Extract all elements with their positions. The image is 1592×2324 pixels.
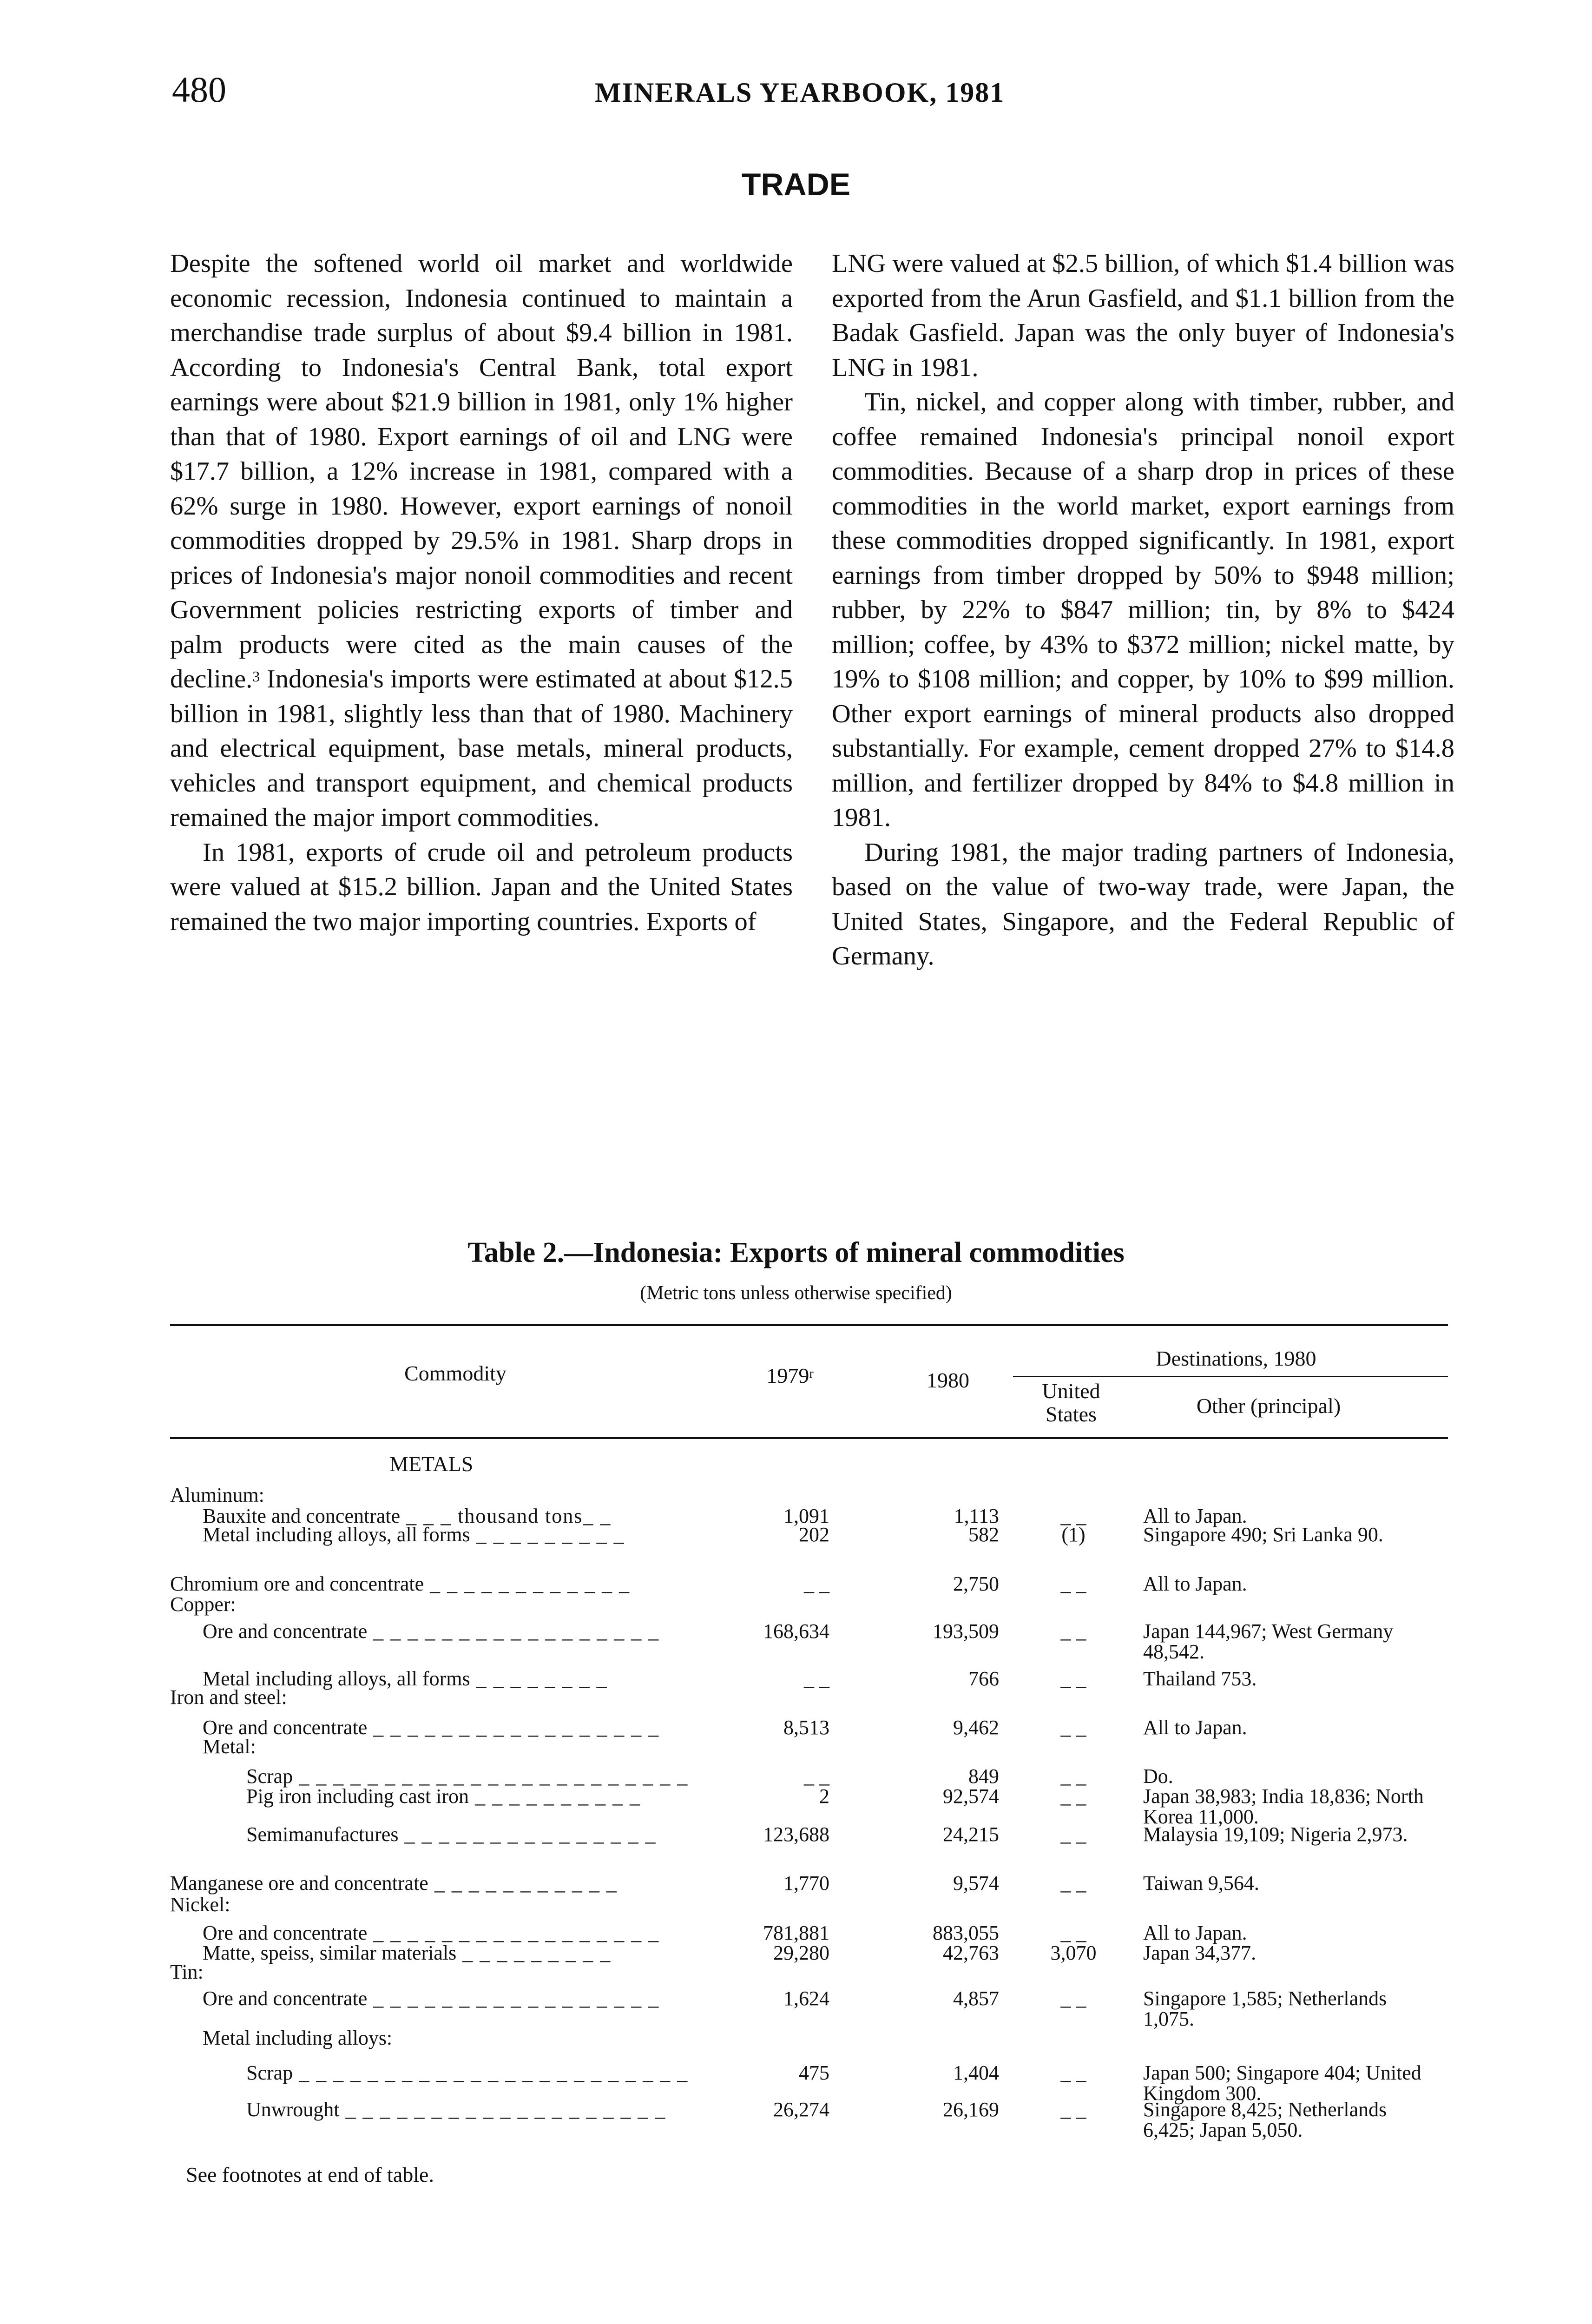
header-other: Other (principal) — [1196, 1394, 1341, 1418]
row-commodity: Pig iron including cast iron _ _ _ _ _ _ _ _ _ _ — [246, 1785, 641, 1808]
row-commodity: Aluminum: — [170, 1484, 264, 1506]
cell-united-states: _ _ — [1060, 1505, 1086, 1527]
table-header-rule — [170, 1437, 1448, 1439]
cell-1979: 1,091 — [783, 1505, 829, 1527]
cell-united-states: _ _ — [1060, 1872, 1086, 1895]
cell-1979: _ _ — [804, 1667, 829, 1690]
cell-1979: _ _ — [804, 1572, 829, 1595]
cell-other-destinations: Malaysia 19,109; Nigeria 2,973. — [1143, 1823, 1408, 1846]
cell-1979: 26,274 — [773, 2098, 829, 2121]
cell-other-destinations: Japan 500; Singapore 404; United Kingdom 300. — [1143, 2061, 1421, 2105]
cell-other-destinations: Thailand 753. — [1143, 1667, 1257, 1690]
cell-1979: 202 — [799, 1523, 829, 1546]
row-commodity: Metal including alloys, all forms _ _ _ _ _ _ _ _ — [203, 1667, 608, 1690]
body-paragraph: Despite the softened world oil market and worldwide economic recession, Indonesia continued to maintain a merchandise trade surplus of about $9.4 billion in 1981. According to Indonesia's Central Bank, total export earnings were about $21.9 billion in 1981, only 1% higher than that of 1980. Export earnings of oil and LNG were $17.7 billion, a 12% increase in 1981, compared with a 62% surge in 1980. However, export earnings of nonoil commodities dropped by 29.5% in 1981. Sharp drops in prices of Indonesia's major nonoil commodities and recent Government policies restricting exports of timber and palm products were cited as the main causes of the decline.$^3$ Indonesia's imports were estimated at about $12.5 billion in 1981, slightly less than that of 1980. Machinery and electrical equipment, base metals, mineral products, vehicles and transport equipment, and chemical products remained the major import commodities. — [170, 249, 793, 832]
cell-united-states: _ _ — [1060, 1620, 1086, 1643]
cell-1980: 1,113 — [954, 1505, 999, 1527]
cell-1980: 193,509 — [933, 1620, 999, 1643]
cell-1979: 168,634 — [763, 1620, 829, 1643]
cell-united-states: _ _ — [1060, 1823, 1086, 1846]
dot-leader: _ _ _ _ _ _ _ _ _ _ _ _ _ _ _ _ _ _ _ _ _ _ _ — [293, 1765, 689, 1788]
cell-1980: 4,857 — [953, 1987, 999, 2010]
row-commodity: Tin: — [170, 1961, 204, 1983]
body-paragraph: During 1981, the major trading partners of Indonesia, based on the value of two-way trade, were Japan, the United States, Singapore, and the Federal Republic of Germany. — [832, 838, 1454, 971]
dot-leader: _ _ _ _ _ _ _ _ _ _ — [469, 1785, 641, 1808]
cell-1979: 2 — [819, 1785, 829, 1808]
cell-1979: 8,513 — [783, 1716, 829, 1739]
row-commodity: Ore and concentrate _ _ _ _ _ _ _ _ _ _ _ _ _ _ _ _ _ — [203, 1987, 660, 2010]
table-footnote: See footnotes at end of table. — [186, 2163, 434, 2186]
row-commodity: Metal including alloys: — [203, 2027, 393, 2049]
cell-other-destinations: All to Japan. — [1143, 1716, 1247, 1739]
row-commodity: Scrap _ _ _ _ _ _ _ _ _ _ _ _ _ _ _ _ _ _ _ _ _ _ _ — [246, 2061, 689, 2084]
cell-1979: 1,770 — [783, 1872, 829, 1895]
running-head: MINERALS YEARBOOK, 1981 — [595, 77, 1005, 108]
body-column-left — [170, 246, 793, 939]
cell-other-destinations: Japan 144,967; West Germany 48,542. — [1143, 1620, 1394, 1663]
cell-other-destinations: Japan 38,983; India 18,836; North Korea 11,000. — [1143, 1785, 1424, 1828]
dot-leader: _ _ _ _ _ _ _ _ _ _ _ _ _ _ _ _ _ — [367, 1716, 660, 1739]
row-commodity: Manganese ore and concentrate _ _ _ _ _ _ _ _ _ _ _ — [170, 1872, 618, 1895]
dot-leader: _ _ _ _ _ _ _ _ _ — [470, 1523, 625, 1546]
cell-1979: 1,624 — [783, 1987, 829, 2010]
row-commodity: Metal including alloys, all forms _ _ _ _ _ _ _ _ _ — [203, 1523, 625, 1546]
cell-1979: 123,688 — [763, 1823, 829, 1846]
destinations-rule — [1013, 1376, 1448, 1377]
cell-1979: 475 — [799, 2061, 829, 2084]
cell-united-states: _ _ — [1060, 1785, 1086, 1808]
dot-leader: _ _ _ _ _ _ _ _ _ _ _ _ — [424, 1572, 631, 1595]
cell-other-destinations: All to Japan. — [1143, 1572, 1247, 1595]
row-commodity: Metal: — [203, 1735, 256, 1758]
body-paragraph: In 1981, exports of crude oil and petroleum products were valued at $15.2 billion. Japan and the United States remained the two major importing countries. Exports of — [170, 838, 793, 936]
cell-1980: 849 — [968, 1765, 999, 1788]
header-1979: 1979$^r$ — [766, 1364, 814, 1387]
row-commodity: Copper: — [170, 1593, 236, 1616]
row-commodity: Matte, speiss, similar materials _ _ _ _ _ _ _ _ _ — [203, 1941, 612, 1964]
cell-united-states: _ _ — [1060, 1716, 1086, 1739]
dot-leader: _ _ _ _ _ _ _ _ _ — [456, 1941, 612, 1964]
cell-1979: _ _ — [804, 1765, 829, 1788]
row-commodity: Chromium ore and concentrate _ _ _ _ _ _ _ _ _ _ _ _ — [170, 1572, 631, 1595]
cell-united-states: _ _ — [1060, 1765, 1086, 1788]
header-commodity: Commodity — [404, 1361, 507, 1385]
row-commodity: Nickel: — [170, 1893, 230, 1916]
dot-leader: _ _ _ _ _ _ _ _ _ _ _ _ _ _ _ _ _ _ _ _ _ _ _ — [293, 2061, 689, 2084]
cell-united-states: _ _ — [1060, 2061, 1086, 2084]
row-commodity: Ore and concentrate _ _ _ _ _ _ _ _ _ _ _ _ _ _ _ _ _ — [203, 1620, 660, 1643]
table-subtitle: (Metric tons unless otherwise specified) — [640, 1282, 952, 1304]
table-top-rule — [170, 1324, 1448, 1326]
header-1980: 1980 — [927, 1368, 969, 1392]
body-column-right — [832, 246, 1454, 974]
cell-other-destinations: Japan 34,377. — [1143, 1941, 1256, 1964]
cell-united-states: _ _ — [1060, 1667, 1086, 1690]
row-commodity: Semimanufactures _ _ _ _ _ _ _ _ _ _ _ _ _ _ _ — [246, 1823, 657, 1846]
cell-other-destinations: Taiwan 9,564. — [1143, 1872, 1259, 1895]
cell-1980: 42,763 — [943, 1941, 999, 1964]
header-destinations: Destinations, 1980 — [1156, 1347, 1316, 1370]
cell-united-states: _ _ — [1060, 1987, 1086, 2010]
cell-1980: 2,750 — [953, 1572, 999, 1595]
row-commodity: Unwrought _ _ _ _ _ _ _ _ _ _ _ _ _ _ _ _ _ _ _ — [246, 2098, 666, 2121]
dot-leader: _ _ _ _ _ _ _ _ _ _ _ _ _ _ _ _ _ — [367, 1921, 660, 1944]
cell-other-destinations: Do. — [1143, 1765, 1173, 1788]
cell-1980: 9,462 — [953, 1716, 999, 1739]
row-commodity: Bauxite and concentrate _ _ _ thousand tons_ _ — [203, 1505, 612, 1527]
cell-1980: 9,574 — [953, 1872, 999, 1895]
cell-1980: 582 — [968, 1523, 999, 1546]
row-commodity: Iron and steel: — [170, 1686, 287, 1709]
cell-other-destinations: Singapore 490; Sri Lanka 90. — [1143, 1523, 1383, 1546]
cell-1980: 92,574 — [943, 1785, 999, 1808]
header-united-states: United States — [1042, 1379, 1100, 1426]
dot-leader: _ _ _ _ _ _ _ _ _ _ _ _ _ _ _ _ _ — [367, 1620, 660, 1643]
cell-united-states: _ _ — [1060, 2098, 1086, 2121]
cell-united-states: 3,070 — [1050, 1941, 1097, 1964]
cell-united-states: (1) — [1061, 1523, 1085, 1546]
cell-1979: 781,881 — [763, 1921, 829, 1944]
cell-other-destinations: All to Japan. — [1143, 1921, 1247, 1944]
cell-other-destinations: All to Japan. — [1143, 1505, 1247, 1527]
dot-leader: _ _ _ _ _ _ _ _ _ _ _ — [428, 1872, 618, 1895]
dot-leader: _ _ _ thousand tons_ _ — [400, 1505, 612, 1527]
cell-1979: 29,280 — [773, 1941, 829, 1964]
page-number: 480 — [172, 69, 226, 110]
dot-leader: _ _ _ _ _ _ _ _ _ _ _ _ _ _ _ _ _ _ _ — [339, 2098, 666, 2121]
cell-united-states: _ _ — [1060, 1572, 1086, 1595]
row-commodity: Ore and concentrate _ _ _ _ _ _ _ _ _ _ _ _ _ _ _ _ _ — [203, 1921, 660, 1944]
cell-other-destinations: Singapore 8,425; Netherlands 6,425; Japan 5,050. — [1143, 2098, 1387, 2141]
cell-1980: 24,215 — [943, 1823, 999, 1846]
cell-1980: 26,169 — [943, 2098, 999, 2121]
group-label-metals: METALS — [389, 1452, 474, 1476]
body-paragraph: LNG were valued at $2.5 billion, of which $1.4 billion was exported from the Arun Gasfield, and $1.1 billion from the Badak Gasfield. Japan was the only buyer of Indonesia's LNG in 1981. — [832, 249, 1454, 382]
footnote-ref: 3 — [252, 668, 260, 685]
cell-1980: 883,055 — [933, 1921, 999, 1944]
cell-united-states: _ _ — [1060, 1921, 1086, 1944]
row-commodity: Scrap _ _ _ _ _ _ _ _ _ _ _ _ _ _ _ _ _ _ _ _ _ _ _ — [246, 1765, 689, 1788]
body-paragraph: Tin, nickel, and copper along with timber, rubber, and coffee remained Indonesia's principal nonoil export commodities. Because of a sharp drop in prices of these commodities in the world market, export earnings from these commodities dropped significantly. In 1981, export earnings from timber dropped by 50% to $948 million; rubber, by 22% to $847 million; tin, by 8% to $424 million; coffee, by 43% to $372 million; nickel matte, by 19% to $108 million; and copper, by 10% to $99 million. Other export earnings of mineral products also dropped substantially. For example, cement dropped 27% to $14.8 million, and fertilizer dropped by 84% to $4.8 million in 1981. — [832, 388, 1454, 832]
section-heading: TRADE — [741, 167, 851, 202]
cell-1980: 766 — [968, 1667, 999, 1690]
dot-leader: _ _ _ _ _ _ _ _ _ _ _ _ _ _ _ — [398, 1823, 657, 1846]
dot-leader: _ _ _ _ _ _ _ _ — [470, 1667, 608, 1690]
dot-leader: _ _ _ _ _ _ _ _ _ _ _ _ _ _ _ _ _ — [367, 1987, 660, 2010]
table-title: Table 2.—Indonesia: Exports of mineral commodities — [467, 1237, 1125, 1268]
row-commodity: Ore and concentrate _ _ _ _ _ _ _ _ _ _ _ _ _ _ _ _ _ — [203, 1716, 660, 1739]
cell-other-destinations: Singapore 1,585; Netherlands 1,075. — [1143, 1987, 1387, 2030]
cell-1980: 1,404 — [953, 2061, 999, 2084]
